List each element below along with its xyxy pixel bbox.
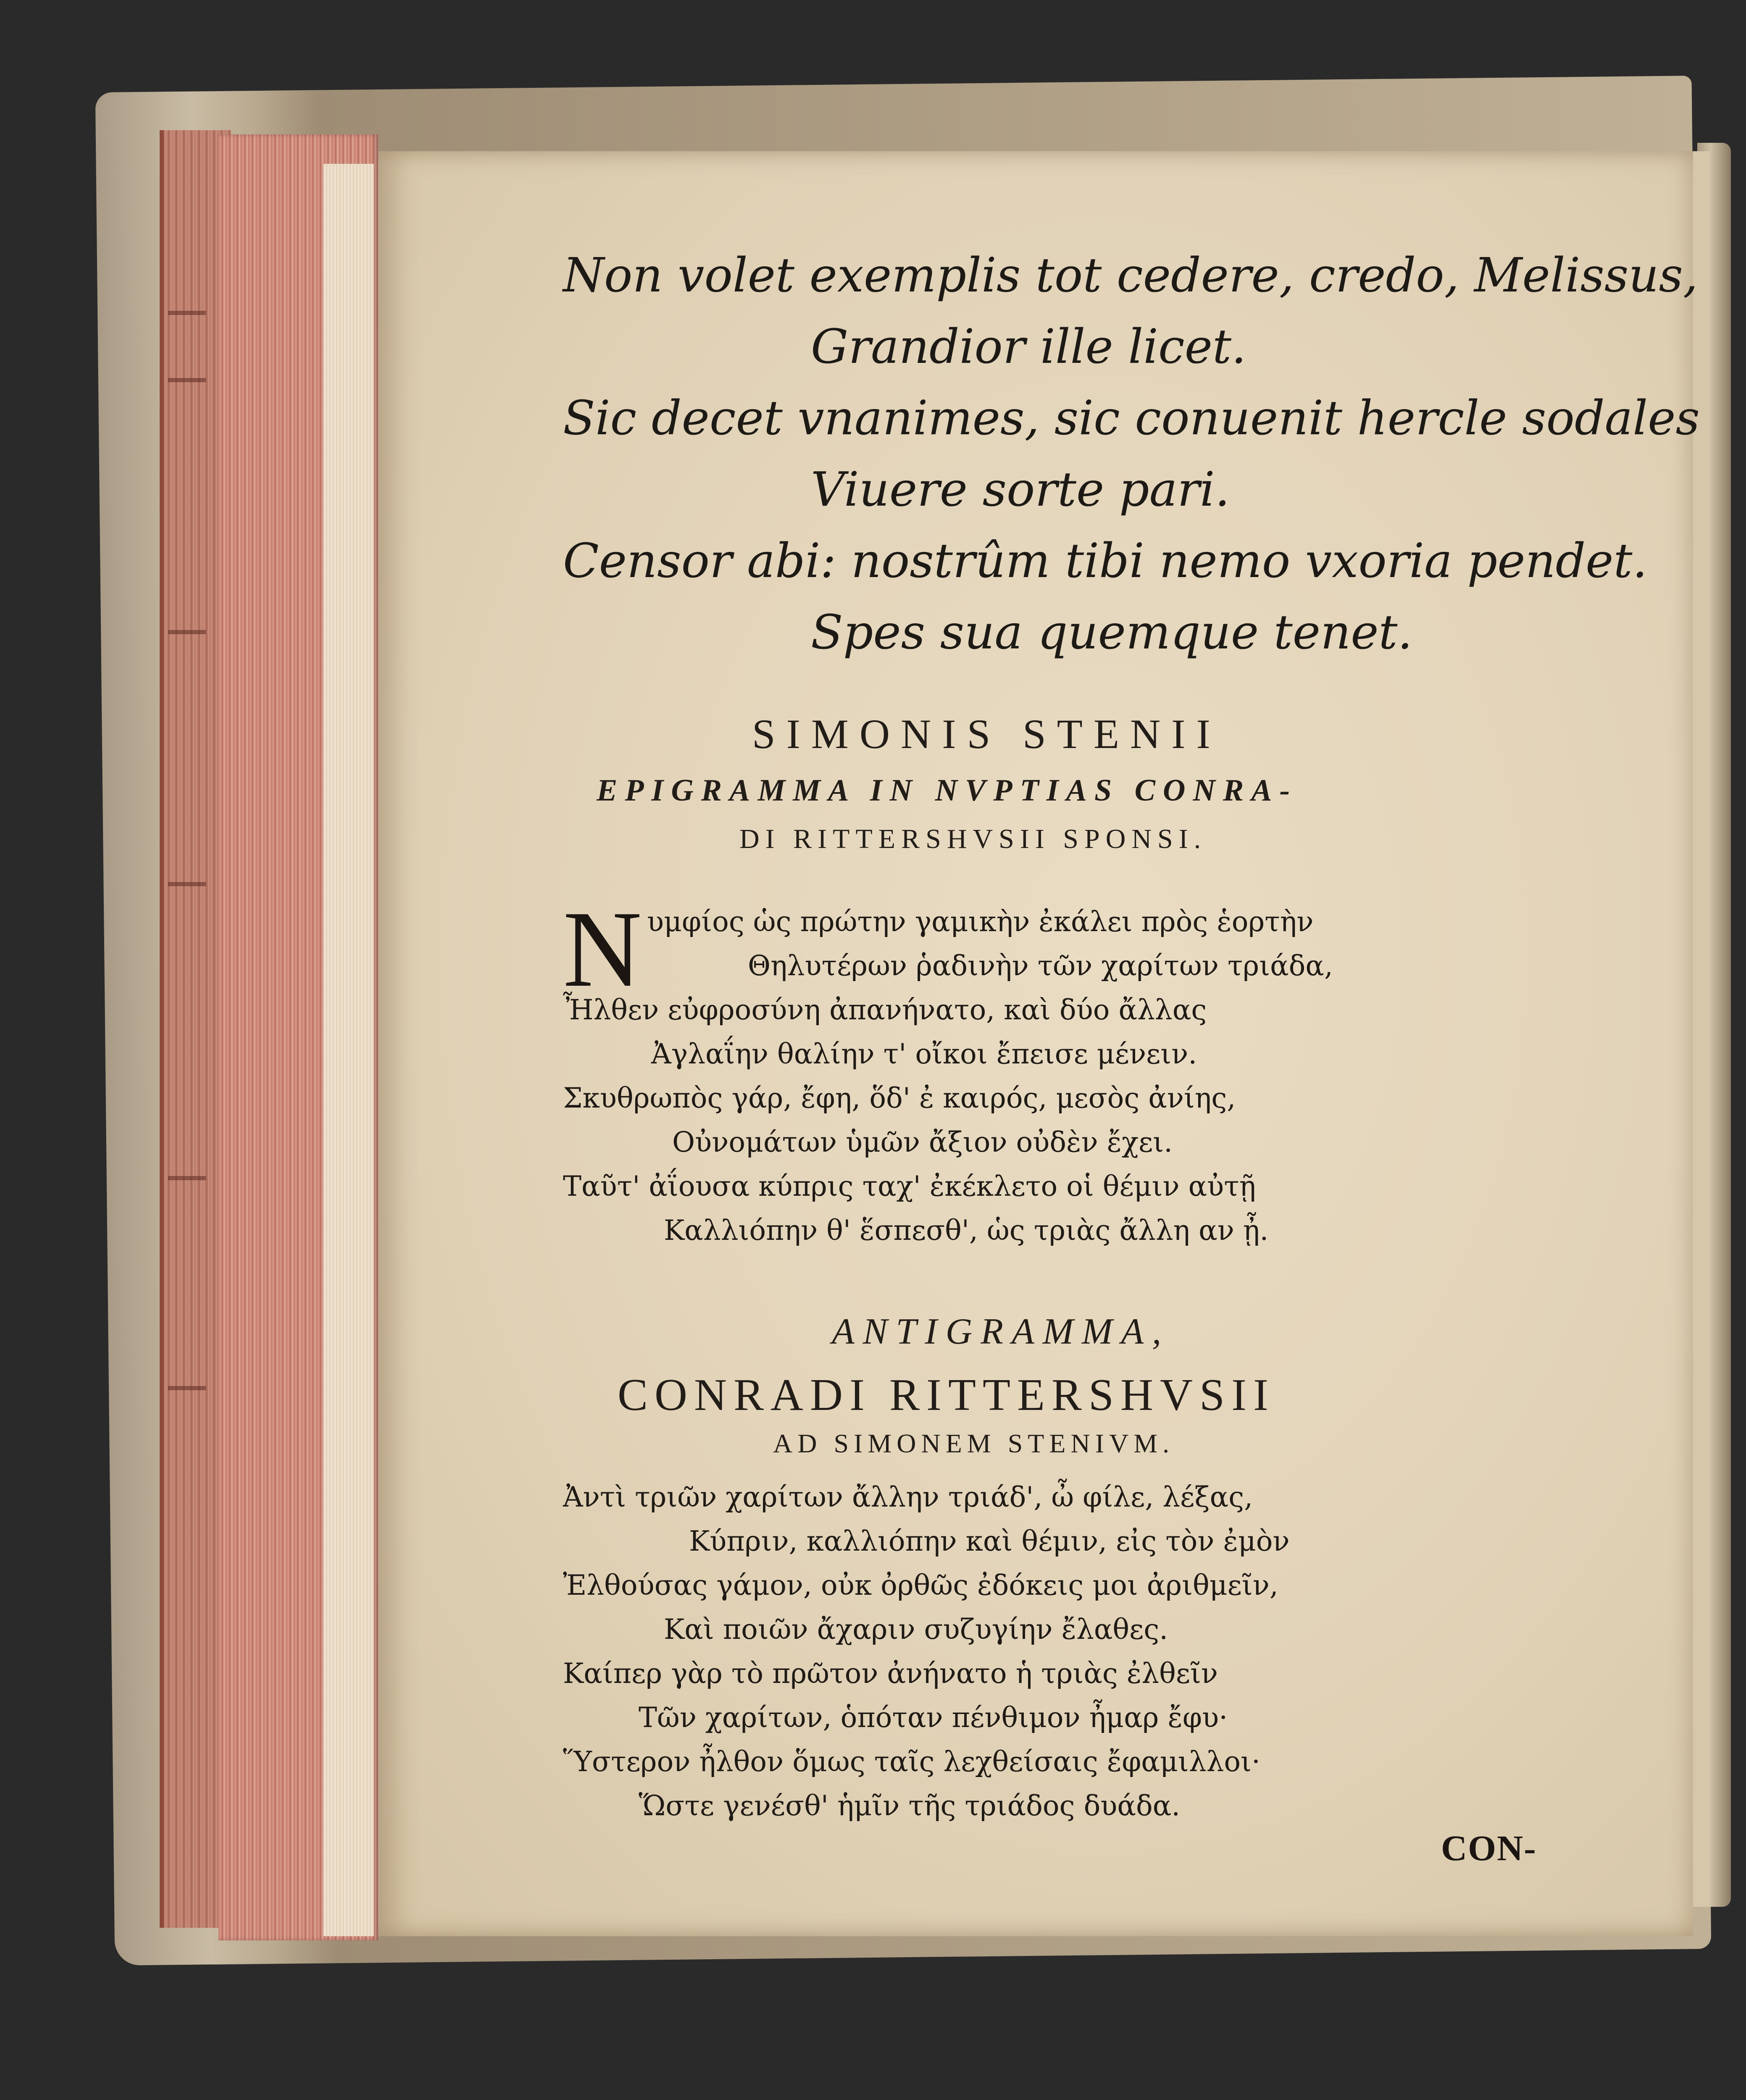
greek-line: Καὶ ποιῶν ἄχαριν συζυγίην ἔλαθες. [664, 1613, 1168, 1646]
verse-line: Viuere sorte pari. [811, 462, 1230, 517]
verse-line: Censor abi: nostrûm tibi nemo vxoria pendet. [563, 534, 1648, 588]
verse-line: Grandior ille licet. [811, 320, 1246, 374]
spine-mark [168, 1386, 206, 1390]
greek-line: Ἀντὶ τριῶν χαρίτων ἄλλην τριάδ', ὦ φίλε, λέξας, [563, 1481, 1253, 1513]
spine-mark [168, 1176, 206, 1180]
antigramma-subheading: CONRADI RITTERSHVSII [618, 1370, 1275, 1420]
verse-line: Non volet exemplis tot cedere, credo, Melissus, [563, 248, 1698, 303]
greek-line: υμφίος ὡς πρώτην γαμικὴν ἐκάλει πρὸς ἑορτὴν [647, 906, 1314, 938]
verse-line: Sic decet vnanimes, sic conuenit hercle sodales [563, 391, 1700, 446]
antigramma-heading: ANTIGRAMMA, [832, 1311, 1170, 1352]
greek-line: Ἦλθεν εὐφροσύνη ἀπανήνατο, καὶ δύο ἄλλας [563, 994, 1207, 1026]
spine-mark [168, 630, 206, 634]
spine-mark [168, 378, 206, 382]
epigram-heading: SIMONIS STENII [752, 711, 1221, 757]
spine-mark [168, 882, 206, 886]
greek-line: Ἀγλαΐην θαλίην τ' οἴκοι ἔπεισε μένειν. [651, 1038, 1197, 1070]
book-page [378, 151, 1700, 1936]
greek-line: Σκυθρωπὸς γάρ, ἔφη, ὅδ' ἐ καιρός, μεσὸς ἀνίης, [563, 1082, 1236, 1114]
epigram-subheading: DI RITTERSHVSII SPONSI. [739, 824, 1207, 854]
drop-cap: N [563, 889, 642, 1010]
verse-line: Spes sua quemque tenet. [811, 605, 1413, 660]
greek-line: Οὐνομάτων ὑμῶν ἄξιον οὐδὲν ἔχει. [672, 1126, 1173, 1158]
spine-mark [168, 311, 206, 315]
greek-line: Καλλιόπην θ' ἕσπεσθ', ὡς τριὰς ἄλλη αν ᾖ. [664, 1214, 1269, 1247]
antigramma-dedication: AD SIMONEM STENIVM. [773, 1428, 1175, 1458]
epigram-subheading: EPIGRAMMA IN NVPTIAS CONRA- [597, 773, 1298, 808]
catchword: CON- [1441, 1828, 1537, 1868]
greek-line: Ταῦτ' ἀΐουσα κύπρις ταχ' ἐκέκλετο οἱ θέμιν αὐτῇ [563, 1170, 1256, 1202]
greek-line: Καίπερ γὰρ τὸ πρῶτον ἀνήνατο ἡ τριὰς ἐλθεῖν [563, 1657, 1218, 1690]
greek-line: Θηλυτέρων ῥαδινὴν τῶν χαρίτων τριάδα, [748, 950, 1333, 982]
page-edges-light [323, 164, 374, 1936]
greek-line: Ἐλθούσας γάμον, οὐκ ὀρθῶς ἐδόκεις μοι ἀριθμεῖν, [563, 1569, 1278, 1601]
greek-line: Τῶν χαρίτων, ὁπόταν πένθιμον ἦμαρ ἔφυ· [639, 1701, 1228, 1734]
greek-line: Ὕστερον ἦλθον ὅμως ταῖς λεχθείσαις ἔφαμιλλοι· [563, 1746, 1261, 1778]
greek-line: Ὥστε γενέσθ' ἡμῖν τῆς τριάδος δυάδα. [639, 1790, 1181, 1822]
greek-line: Κύπριν, καλλιόπην καὶ θέμιν, εἰς τὸν ἐμὸν [689, 1525, 1290, 1557]
